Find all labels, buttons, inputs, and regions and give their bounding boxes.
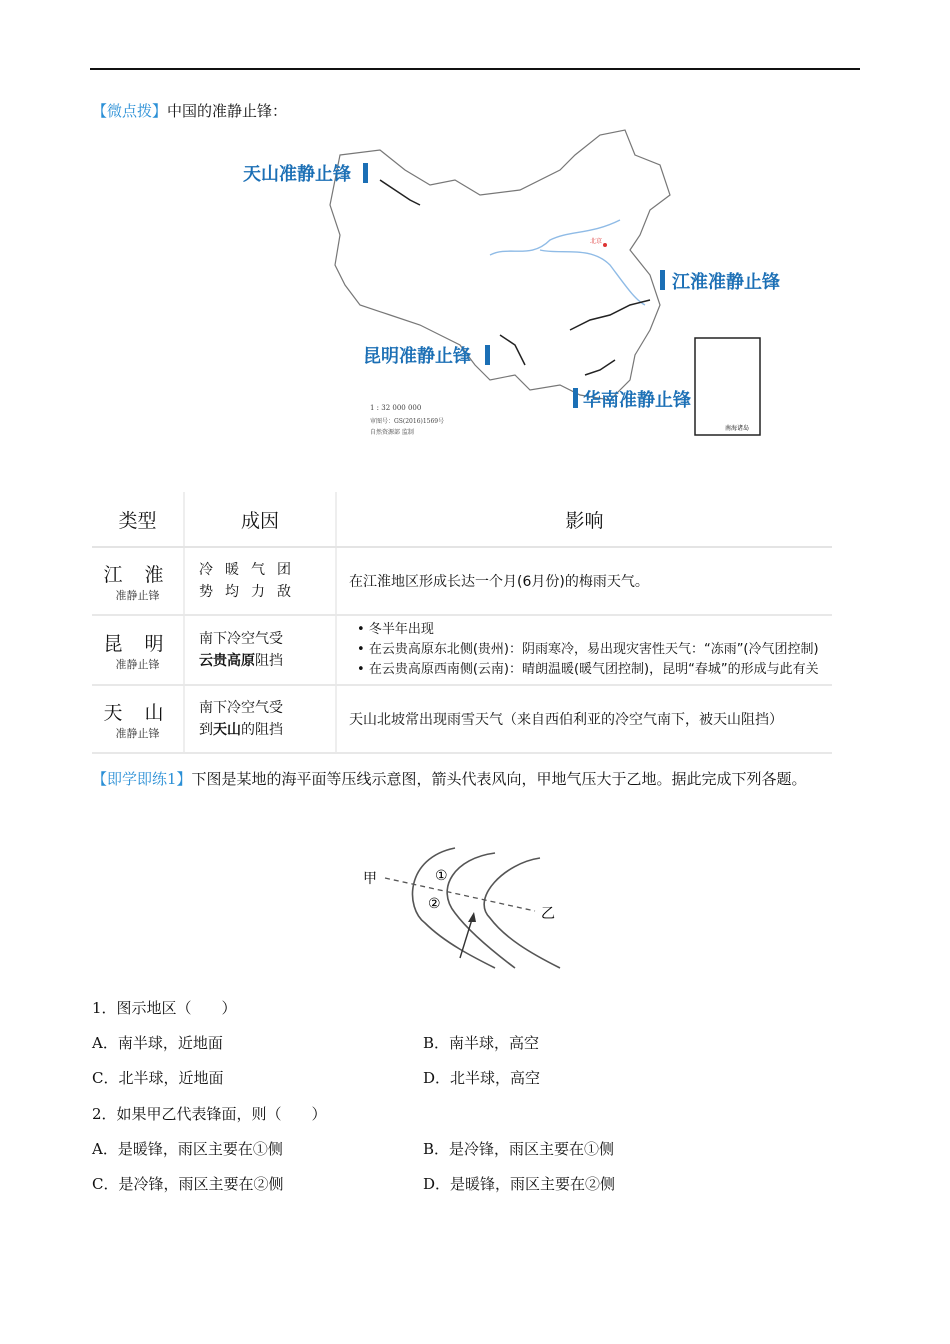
map-review-number: 审图号：GS(2016)1569号 <box>370 418 445 425</box>
isobar-diagram <box>355 838 585 978</box>
isobar-2 <box>447 853 515 968</box>
q2-option-d[interactable]: D．是暖锋，雨区主要在②侧 <box>423 1175 616 1193</box>
label-c2: ② <box>428 896 441 912</box>
exercise-text: 下图是某地的海平面等压线示意图，箭头代表风向，甲地气压大于乙地。据此完成下列各题。 <box>191 770 807 788</box>
tip-tag: 【微点拨】 <box>92 102 168 120</box>
effect-cell: 在江淮地区形成长达一个月(6月份)的梅雨天气。 <box>336 547 832 615</box>
cause-cell: 南下冷空气受 到天山的阻挡 <box>184 685 336 753</box>
label-jia: 甲 <box>363 871 377 887</box>
table-row <box>92 685 832 753</box>
river-changjiang <box>540 250 645 305</box>
label-c1: ① <box>435 868 448 884</box>
tianshan-label: 天山准静止锋 <box>243 164 351 185</box>
huanan-front <box>585 360 615 375</box>
header-rule <box>90 68 860 70</box>
q1-option-d[interactable]: D．北半球，高空 <box>423 1069 541 1087</box>
map-publisher: 自然资源部 监制 <box>370 429 414 436</box>
kunming-front <box>500 335 525 365</box>
effect-bullet: • 冬半年出现 <box>357 620 831 640</box>
tip-line <box>92 100 287 121</box>
arrow-head-icon <box>468 912 476 922</box>
header-cause: 成因 <box>184 492 336 547</box>
beijing-label: 北京 <box>590 238 603 245</box>
q2-option-b[interactable]: B．是冷锋，雨区主要在①侧 <box>423 1140 615 1158</box>
tianshan-marker <box>363 163 368 183</box>
cause-cell: 南下冷空气受 云贵高原阻挡 <box>184 615 336 685</box>
kunming-marker <box>485 345 490 365</box>
front-table <box>92 492 832 754</box>
header-type: 类型 <box>92 492 184 547</box>
effect-bullet: • 在云贵高原东北侧(贵州)：阴雨寒冷，易出现灾害性天气：“冻雨”(冷气团控制) <box>357 640 831 660</box>
jianghuai-label: 江淮准静止锋 <box>672 272 780 293</box>
q1-option-b[interactable]: B．南半球，高空 <box>423 1034 540 1052</box>
q2-stem: 2．如果甲乙代表锋面，则（ ） <box>92 1105 327 1123</box>
tianshan-front <box>380 180 420 205</box>
effect-cell <box>336 615 832 685</box>
type-cell: 江 淮 准静止锋 <box>92 547 184 615</box>
huanan-label: 华南准静止锋 <box>583 390 691 411</box>
header-effect: 影响 <box>336 492 832 547</box>
tip-text: 中国的准静止锋： <box>167 102 288 120</box>
exercise-tag: 【即学即练1】 <box>92 770 192 788</box>
jianghuai-marker <box>660 270 665 290</box>
huanan-marker <box>573 388 578 408</box>
map-scale: 1 : 32 000 000 <box>370 404 422 412</box>
inset-label: 南海诸岛 <box>725 425 750 432</box>
type-cell: 昆 明 准静止锋 <box>92 615 184 685</box>
effect-bullet: • 在云贵高原西南侧(云南)：晴朗温暖(暖气团控制)，昆明“春城”的形成与此有关 <box>357 660 831 680</box>
dashed-line <box>385 878 535 911</box>
q2-option-a[interactable]: A．是暖锋，雨区主要在①侧 <box>92 1140 283 1158</box>
kunming-label: 昆明准静止锋 <box>363 346 471 367</box>
table-row <box>92 547 832 615</box>
q2-option-c[interactable]: C．是冷锋，雨区主要在②侧 <box>92 1175 284 1193</box>
china-front-map <box>230 125 800 445</box>
effect-cell: 天山北坡常出现雨雪天气（来自西伯利亚的冷空气南下，被天山阻挡） <box>336 685 832 753</box>
q1-stem: 1．图示地区（ ） <box>92 999 237 1017</box>
table-header-row <box>92 492 832 547</box>
south-sea-inset <box>695 338 760 435</box>
type-cell: 天 山 准静止锋 <box>92 685 184 753</box>
cause-cell: 冷暖气团 势均力敌 <box>184 547 336 615</box>
label-yi: 乙 <box>541 906 555 922</box>
exercise-paragraph <box>92 762 862 796</box>
isobar-1 <box>413 848 495 968</box>
q1-option-c[interactable]: C．北半球，近地面 <box>92 1069 224 1087</box>
jianghuai-front <box>570 300 650 330</box>
table-row <box>92 615 832 685</box>
beijing-dot <box>603 243 607 247</box>
q1-option-a[interactable]: A．南半球，近地面 <box>92 1034 223 1052</box>
